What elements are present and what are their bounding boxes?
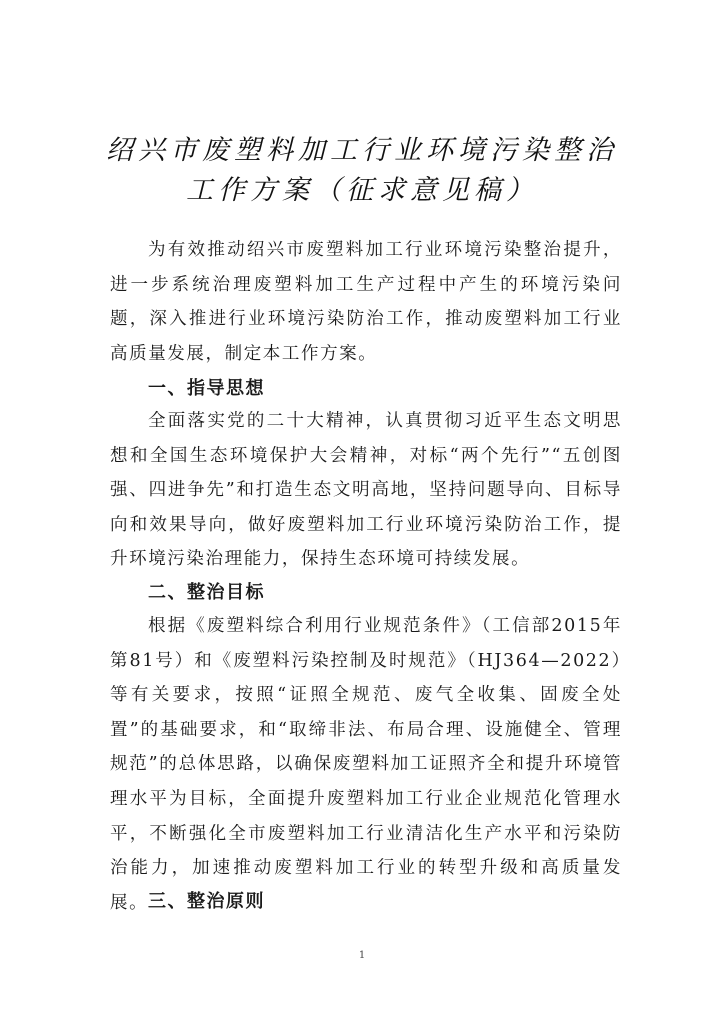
section-heading-rectification-principles: 三、整治原则 — [148, 891, 265, 912]
document-title-line-1: 绍兴市废塑料加工行业环境污染整治 — [106, 135, 618, 166]
section-heading-guiding-ideology: 一、指导思想 — [148, 378, 265, 399]
section-heading-rectification-goals: 二、整治目标 — [148, 582, 265, 603]
section-body-rectification-goals: 根据《废塑料综合利用行业规范条件》（工信部2015年第81号）和《废塑料污染控制及时规范》（HJ364—2022）等有关要求，按照“证照全规范、废气全收集、固废全处置”的基础要求，和“取缔非法、布局合理、设施健全、管理规范”的总体思路，以确保废塑料加工证照齐全和提升环境管理水平为目标，全面提升废塑料加工行业企业规范化管理水平，不断强化全市废塑料加工行业清洁化生产水平和污染防治能力，加速推动废塑料加工行业的转型升级和高质量发展。 — [110, 616, 622, 913]
intro-paragraph: 为有效推动绍兴市废塑料加工行业环境污染整治提升，进一步系统治理废塑料加工生产过程中产生的环境污染问题，深入推进行业环境污染防治工作，推动废塑料加工行业高质量发展，制定本工作方案。 — [110, 240, 622, 364]
section-body-guiding-ideology: 全面落实党的二十大精神，认真贯彻习近平生态文明思想和全国生态环境保护大会精神，对标“两个先行”“五创图强、四进争先”和打造生态文明高地，坚持问题导向、目标导向和效果导向，做好废塑料加工行业环境污染防治工作，提升环境污染治理能力，保持生态环境可持续发展。 — [110, 411, 622, 570]
document-title-line-2: 工作方案（征求意见稿） — [186, 175, 538, 206]
page-number: 1 — [358, 950, 366, 961]
